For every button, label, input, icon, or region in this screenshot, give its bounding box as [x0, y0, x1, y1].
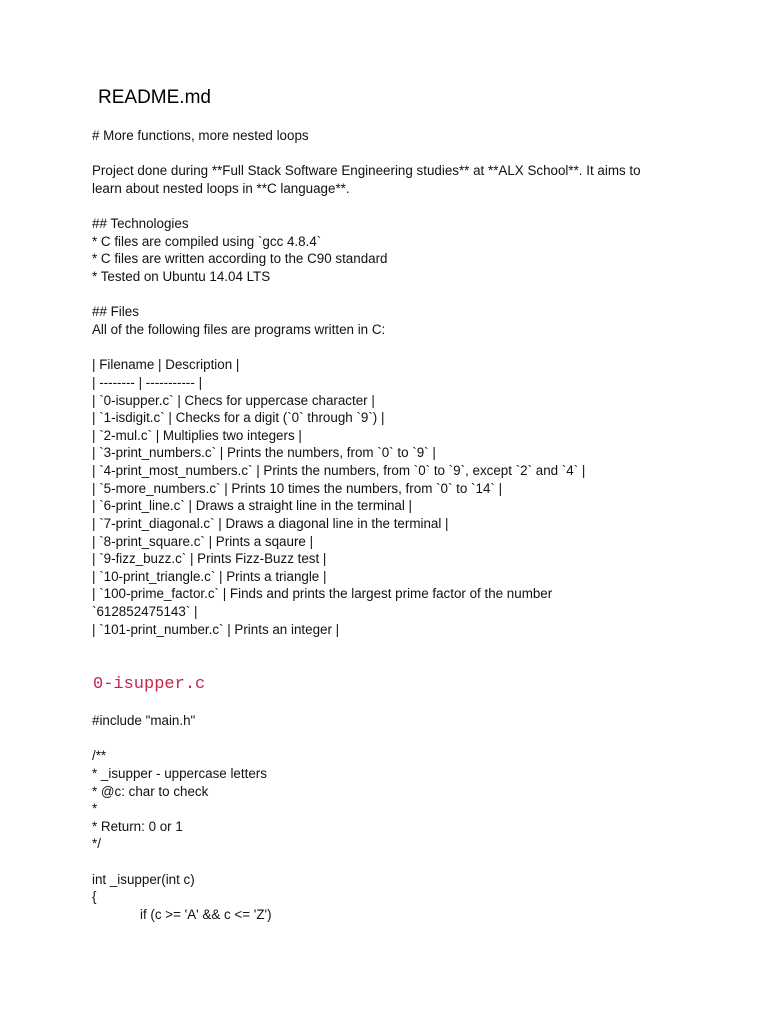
readme-line: # More functions, more nested loops [92, 128, 309, 143]
table-row-line: | `8-print_square.c` | Prints a sqaure | [92, 534, 314, 549]
table-row-line: | `7-print_diagonal.c` | Draws a diagonal line in the terminal | [92, 516, 449, 531]
table-row-line: `612852475143` | [92, 604, 198, 619]
table-row-line: | `9-fizz_buzz.c` | Prints Fizz-Buzz test | [92, 551, 327, 566]
table-row-line: | `4-print_most_numbers.c` | Prints the numbers, from `0` to `9`, except `2` and `4` | [92, 463, 586, 478]
code-line: /** [92, 748, 107, 763]
code-line: int _isupper(int c) [92, 872, 195, 887]
readme-line: * Tested on Ubuntu 14.04 LTS [92, 269, 271, 284]
document-title: README.md [98, 87, 211, 108]
table-row-line: | `101-print_number.c` | Prints an integer | [92, 622, 340, 637]
readme-line: Project done during **Full Stack Software Engineering studies** at **ALX School**. It aims to [92, 163, 641, 178]
code-line: * _isupper - uppercase letters [92, 766, 267, 781]
table-header-line: | Filename | Description | [92, 357, 240, 372]
code-line: * [92, 801, 98, 816]
table-row-line: | `2-mul.c` | Multiplies two integers | [92, 428, 302, 443]
code-line: * @c: char to check [92, 784, 209, 799]
readme-line: ## Files [92, 304, 139, 319]
table-row-line: | `1-isdigit.c` | Checks for a digit (`0` through `9`) | [92, 410, 385, 425]
table-row-line: | `100-prime_factor.c` | Finds and prints the largest prime factor of the number [92, 586, 553, 601]
table-row-line: | `6-print_line.c` | Draws a straight line in the terminal | [92, 498, 413, 513]
table-row-line: | `0-isupper.c` | Checs for uppercase character | [92, 393, 375, 408]
readme-line: learn about nested loops in **C language**. [92, 181, 350, 196]
code-line: */ [92, 836, 101, 851]
readme-line: All of the following files are programs written in C: [92, 322, 386, 337]
readme-line: * C files are written according to the C90 standard [92, 251, 388, 266]
table-row-line: | `5-more_numbers.c` | Prints 10 times the numbers, from `0` to `14` | [92, 481, 503, 496]
table-divider-line: | -------- | ----------- | [92, 375, 203, 390]
readme-line: ## Technologies [92, 216, 189, 231]
code-line: * Return: 0 or 1 [92, 819, 183, 834]
code-line: if (c >= 'A' && c <= 'Z') [140, 907, 272, 922]
code-line: #include "main.h" [92, 713, 196, 728]
table-row-line: | `3-print_numbers.c` | Prints the numbers, from `0` to `9` | [92, 445, 436, 460]
file-section-heading: 0-isupper.c [93, 675, 206, 694]
code-line: { [92, 889, 97, 904]
readme-line: * C files are compiled using `gcc 4.8.4` [92, 234, 322, 249]
table-row-line: | `10-print_triangle.c` | Prints a triangle | [92, 569, 327, 584]
